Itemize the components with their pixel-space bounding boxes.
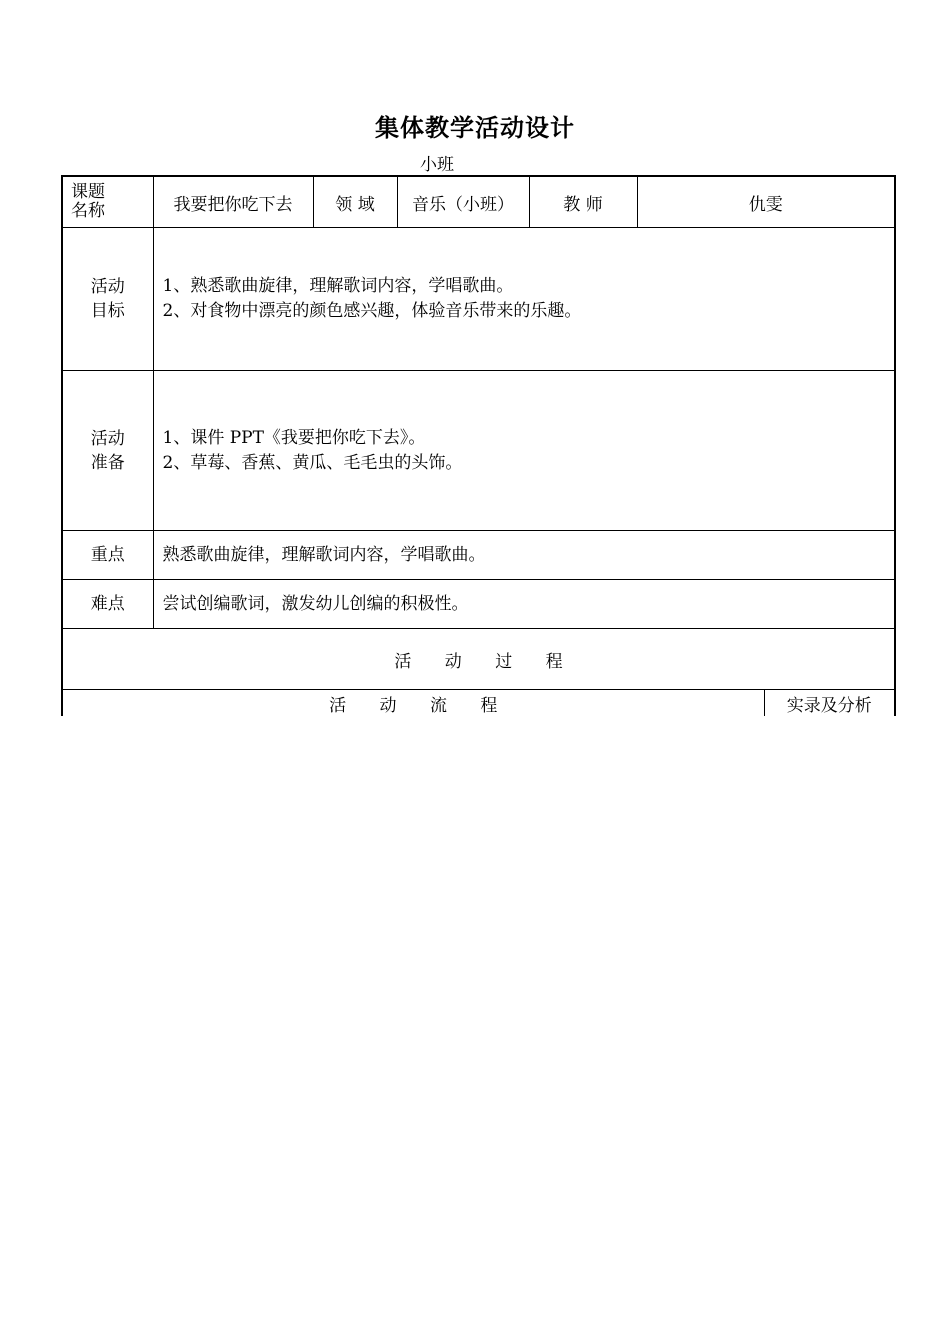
goals-label-cell bbox=[62, 228, 153, 371]
header-row bbox=[62, 176, 895, 228]
difficulty-row bbox=[62, 580, 895, 629]
topic-label-line1: 课题 bbox=[71, 182, 105, 202]
flow-heading-char-1: 活 bbox=[329, 695, 347, 716]
process-heading-char-1: 活 bbox=[394, 651, 412, 672]
flow-heading-row bbox=[62, 690, 895, 717]
flow-heading-char-2: 动 bbox=[379, 695, 397, 716]
domain-label: 领 域 bbox=[313, 176, 397, 228]
goals-content bbox=[153, 228, 895, 371]
topic-label-cell bbox=[62, 176, 153, 228]
goals-label-line2: 目标 bbox=[90, 301, 125, 321]
goals-item-2: 2、对食物中漂亮的颜色感兴趣，体验音乐带来的乐趣。 bbox=[162, 301, 582, 321]
process-heading-char-4: 程 bbox=[545, 651, 563, 672]
flow-heading-char-4: 程 bbox=[480, 695, 498, 716]
flow-heading-char-3: 流 bbox=[429, 695, 447, 716]
process-heading bbox=[62, 629, 895, 690]
lesson-plan-table bbox=[61, 175, 896, 690]
process-heading-row bbox=[62, 629, 895, 690]
topic-value: 我要把你吃下去 bbox=[153, 176, 313, 228]
preparation-label-line2: 准备 bbox=[90, 452, 125, 473]
key-point-label: 重点 bbox=[62, 531, 153, 580]
difficulty-label: 难点 bbox=[62, 580, 153, 629]
key-point-row bbox=[62, 531, 895, 580]
goals-label-line1: 活动 bbox=[90, 277, 125, 297]
document-subtitle: 小班 bbox=[420, 155, 454, 175]
analysis-label: 实录及分析 bbox=[764, 690, 895, 717]
teacher-label: 教 师 bbox=[529, 176, 637, 228]
goals-row bbox=[62, 228, 895, 371]
preparation-content bbox=[153, 371, 895, 531]
flow-heading bbox=[62, 690, 764, 717]
topic-label-line2: 名称 bbox=[71, 201, 105, 221]
goals-item-1: 1、熟悉歌曲旋律，理解歌词内容，学唱歌曲。 bbox=[162, 276, 514, 296]
process-heading-char-2: 动 bbox=[444, 651, 462, 672]
preparation-item-2: 2、草莓、香蕉、黄瓜、毛毛虫的头饰。 bbox=[162, 452, 463, 473]
preparation-row bbox=[62, 371, 895, 531]
preparation-label-cell bbox=[62, 371, 153, 531]
domain-value: 音乐（小班） bbox=[397, 176, 529, 228]
preparation-item-1: 1、课件 PPT《我要把你吃下去》。 bbox=[162, 427, 426, 448]
teacher-value: 仇雯 bbox=[637, 176, 895, 228]
key-point-value: 熟悉歌曲旋律，理解歌词内容，学唱歌曲。 bbox=[153, 531, 895, 580]
document-title: 集体教学活动设计 bbox=[375, 113, 575, 142]
process-heading-char-3: 过 bbox=[495, 651, 513, 672]
difficulty-value: 尝试创编歌词，激发幼儿创编的积极性。 bbox=[153, 580, 895, 629]
flow-table bbox=[61, 689, 896, 716]
preparation-label-line1: 活动 bbox=[90, 428, 125, 449]
